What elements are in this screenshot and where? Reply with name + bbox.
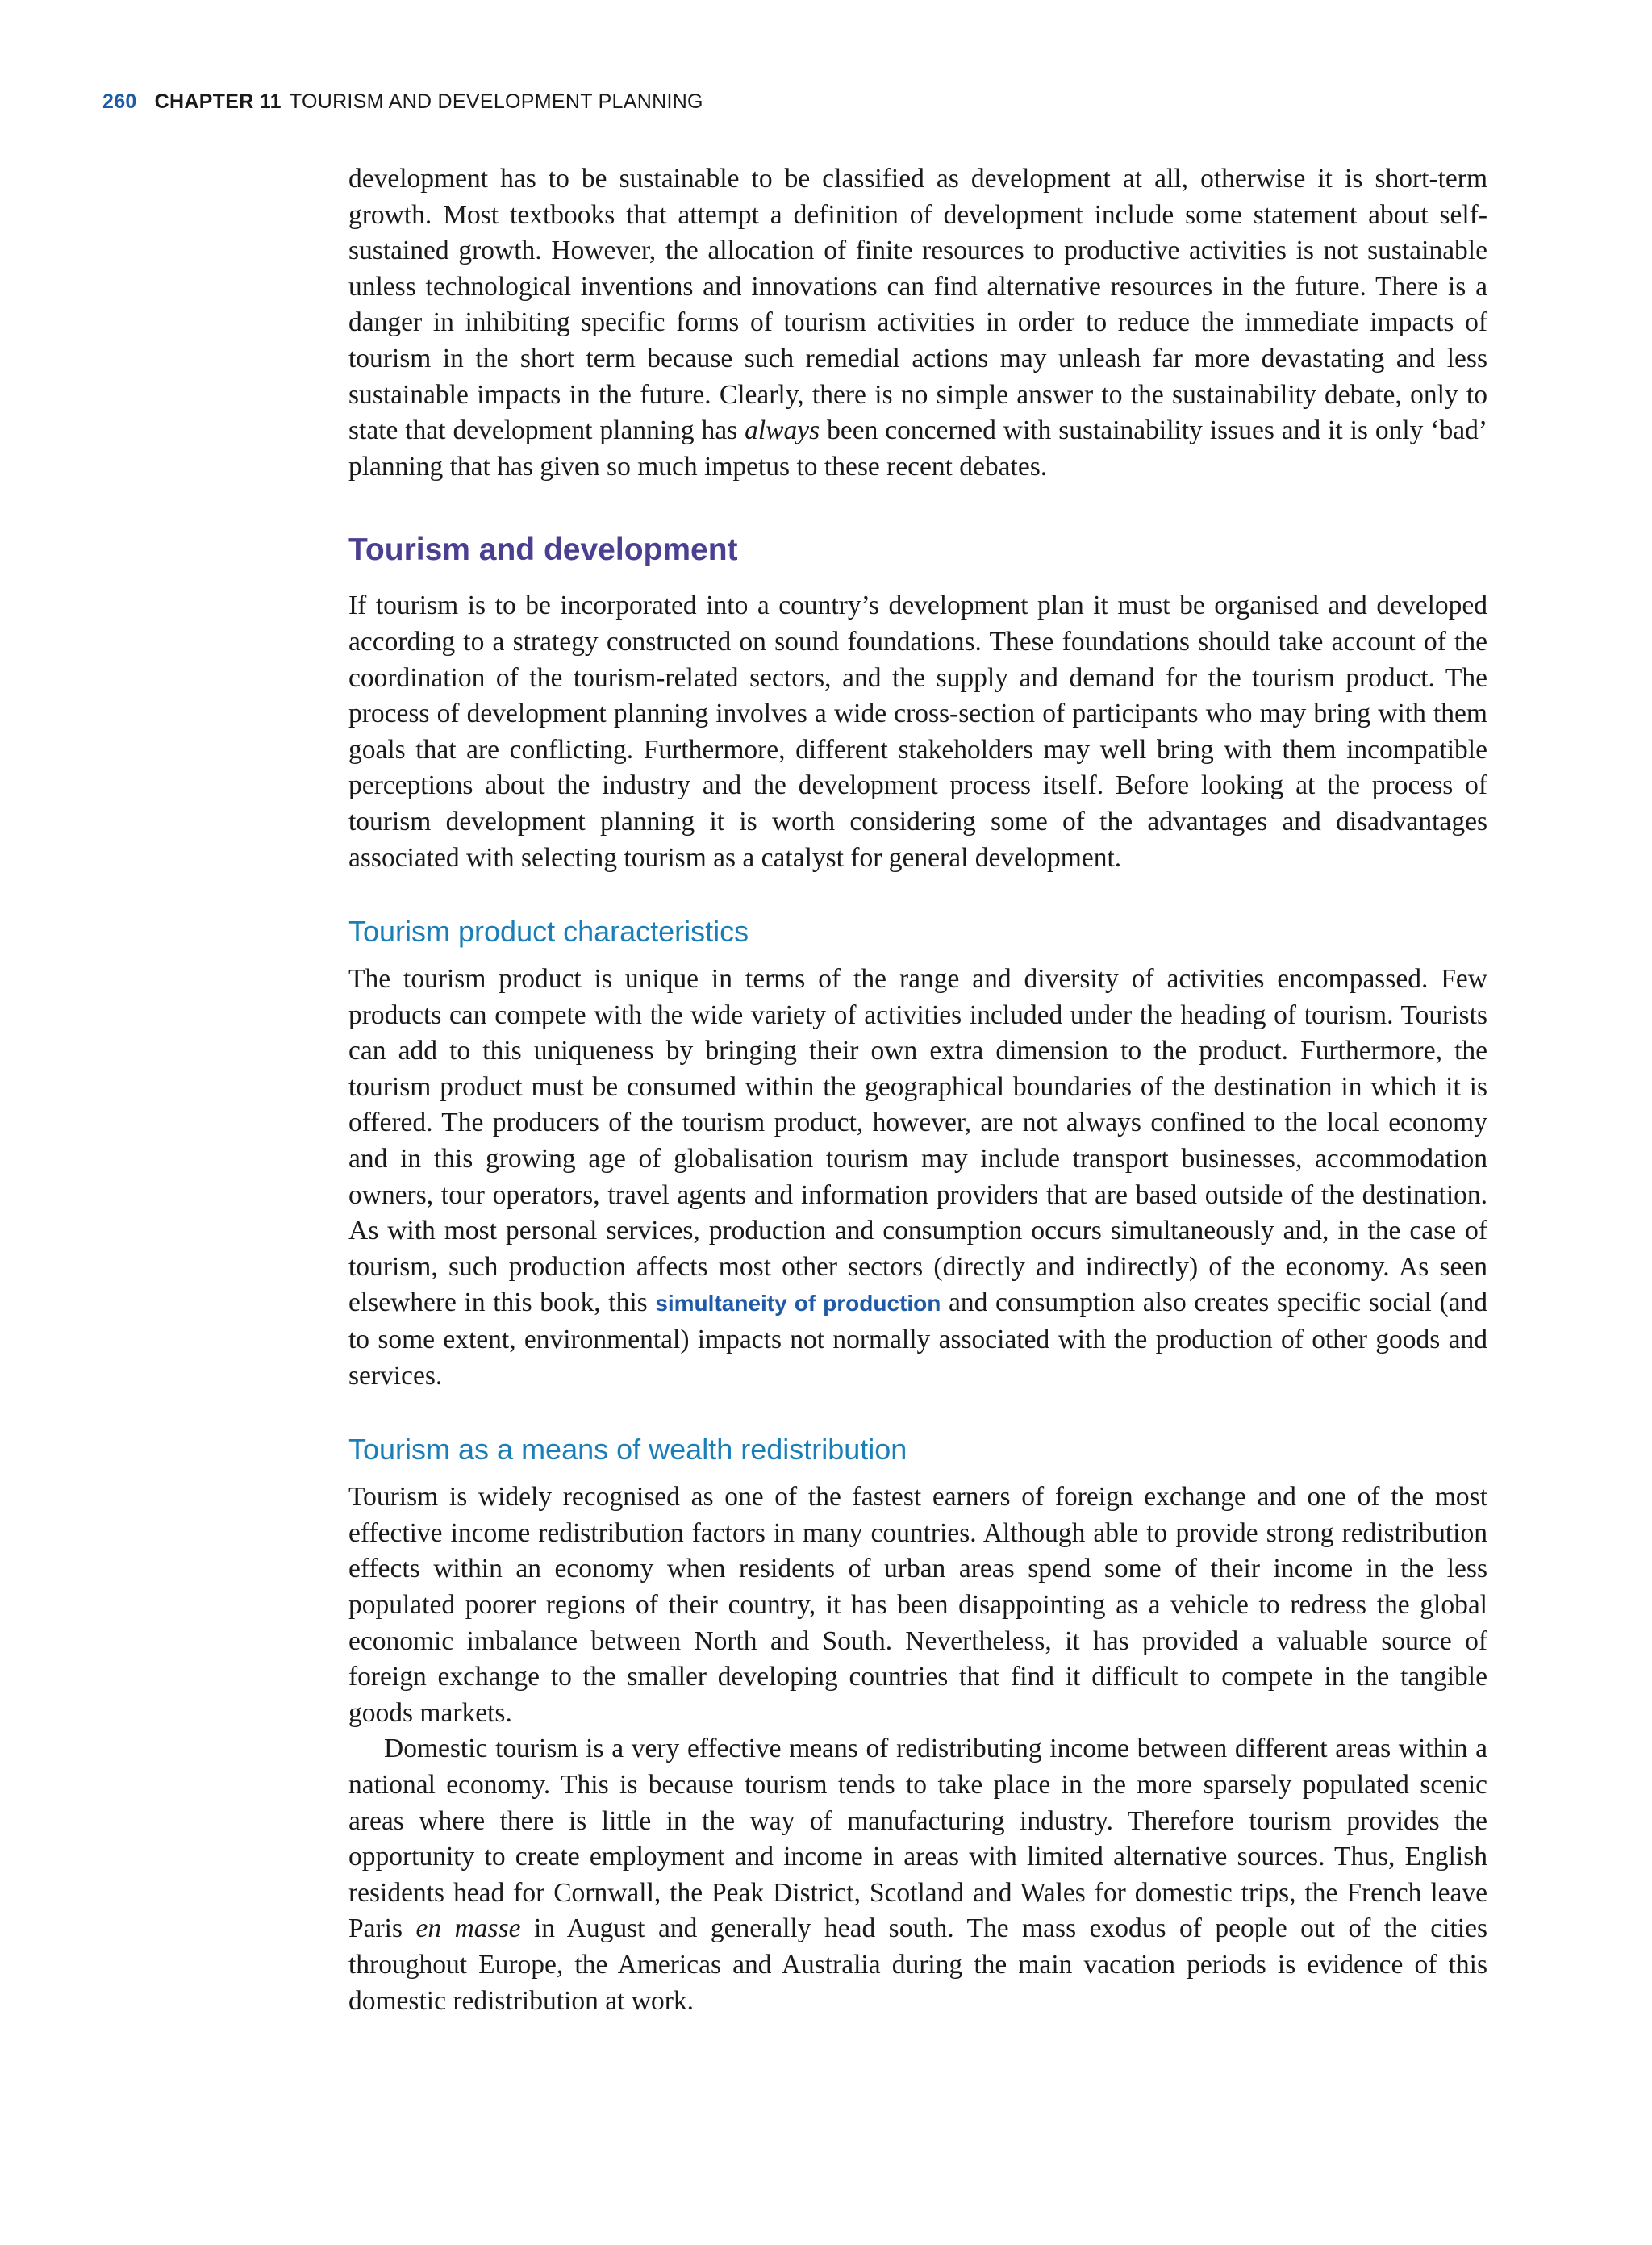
page-number: 260 — [102, 90, 137, 113]
running-header — [102, 90, 703, 114]
intro-emphasis: always — [745, 415, 820, 446]
paragraph-wealth-redistribution-1: Tourism is widely recognised as one of the fastest earners of foreign exchange and one of the most effective income redistribution factors in many countries. Although able to provide strong redistribution effects within an economy when residents of urban areas spend some of their income in the less populated poorer regions of their country, it has been disappointing as a vehicle to redress the global economic imbalance between North and South. Nevertheless, it has provided a valuable source of foreign exchange to the smaller developing countries that find it difficult to compete in the tangible goods markets. — [348, 1482, 1487, 1728]
intro-paragraph — [348, 161, 1487, 485]
product-text-a: The tourism product is unique in terms of the range and diversity of activities encompassed. Few products can compete with the wide variety of activities included under the heading of tourism. Tourists can add to this uniqueness by bringing their own extra dimension to the product. Furthermore, the tourism product must be consumed within the geographical boundaries of the destination in which it is offered. The producers of the tourism product, however, are not always confined to the local economy and in this growing age of globalisation tourism may include transport businesses, accommodation owners, tour operators, travel agents and information providers that are based outside of the destination. As with most personal services, production and consumption occurs simultaneously and, in the case of tourism, such production affects most other sectors (directly and indirectly) of the economy. As seen elsewhere in this book, this — [348, 964, 1487, 1318]
body-text — [348, 161, 1487, 2019]
wealth-text-a: Domestic tourism is a very effective means of redistributing income between different areas within a national economy. This is because tourism tends to take place in the more sparsely populated scenic areas where there is little in the way of manufacturing industry. Therefore tourism provides the opportunity to create employment and income in areas with limited alternative sources. Thus, English residents head for Cornwall, the Peak District, Scotland and Wales for domestic trips, the French leave Paris — [348, 1734, 1487, 1944]
subheading-wealth-redistribution: Tourism as a means of wealth redistribution — [348, 1433, 907, 1467]
chapter-label: CHAPTER 11 — [154, 90, 282, 113]
intro-text-b: been concerned with sustainability issues and it is only ‘bad’ planning that has given so much impetus to these recent debates. — [348, 415, 1487, 482]
intro-text-a: development has to be sustainable to be classified as development at all, otherwise it is short-term growth. Most textbooks that attempt a definition of development include some statement about self-sustained growth. However, the allocation of finite resources to productive activities is not sustainable unless technological inventions and innovations can find alternative resources in the future. There is a danger in inhibiting specific forms of tourism activities in order to reduce the immediate impacts of tourism in the short term because such remedial actions may unleash far more devastating and less sustainable impacts in the future. Clearly, there is no simple answer to the sustainability debate, only to state that development planning has — [348, 164, 1487, 446]
chapter-title: TOURISM AND DEVELOPMENT PLANNING — [289, 90, 703, 113]
keyterm-simultaneity-of-production: simultaneity of production — [655, 1291, 941, 1317]
wealth-emphasis: en masse — [415, 1913, 521, 1944]
paragraph-tourism-and-development: If tourism is to be incorporated into a country’s development plan it must be organised and developed according to a strategy constructed on sound foundations. These foundations should take account of the coordination of the tourism-related sectors, and the supply and demand for the tourism product. The process of development planning involves a wide cross-section of participants who may bring with them goals that are conflicting. Furthermore, different stakeholders may well bring with them incompatible perceptions about the industry and the development process itself. Before looking at the process of tourism development planning it is worth considering some of the advantages and disadvantages associated with selecting tourism as a catalyst for general development. — [348, 590, 1487, 873]
paragraph-wealth-redistribution-2 — [348, 1731, 1487, 2019]
paragraph-tourism-product-characteristics — [348, 962, 1487, 1394]
subheading-tourism-product-characteristics: Tourism product characteristics — [348, 915, 749, 949]
product-text-b: and consumption also creates specific social (and to some extent, environmental) impacts not normally associated with the production of other goods and services. — [348, 1287, 1488, 1391]
section-heading-tourism-and-development: Tourism and development — [348, 532, 738, 568]
wealth-text-b: in August and generally head south. The mass exodus of people out of the cities throughout Europe, the Americas and Australia during the main vacation periods is evidence of this domestic redistribution at work. — [348, 1913, 1487, 2016]
